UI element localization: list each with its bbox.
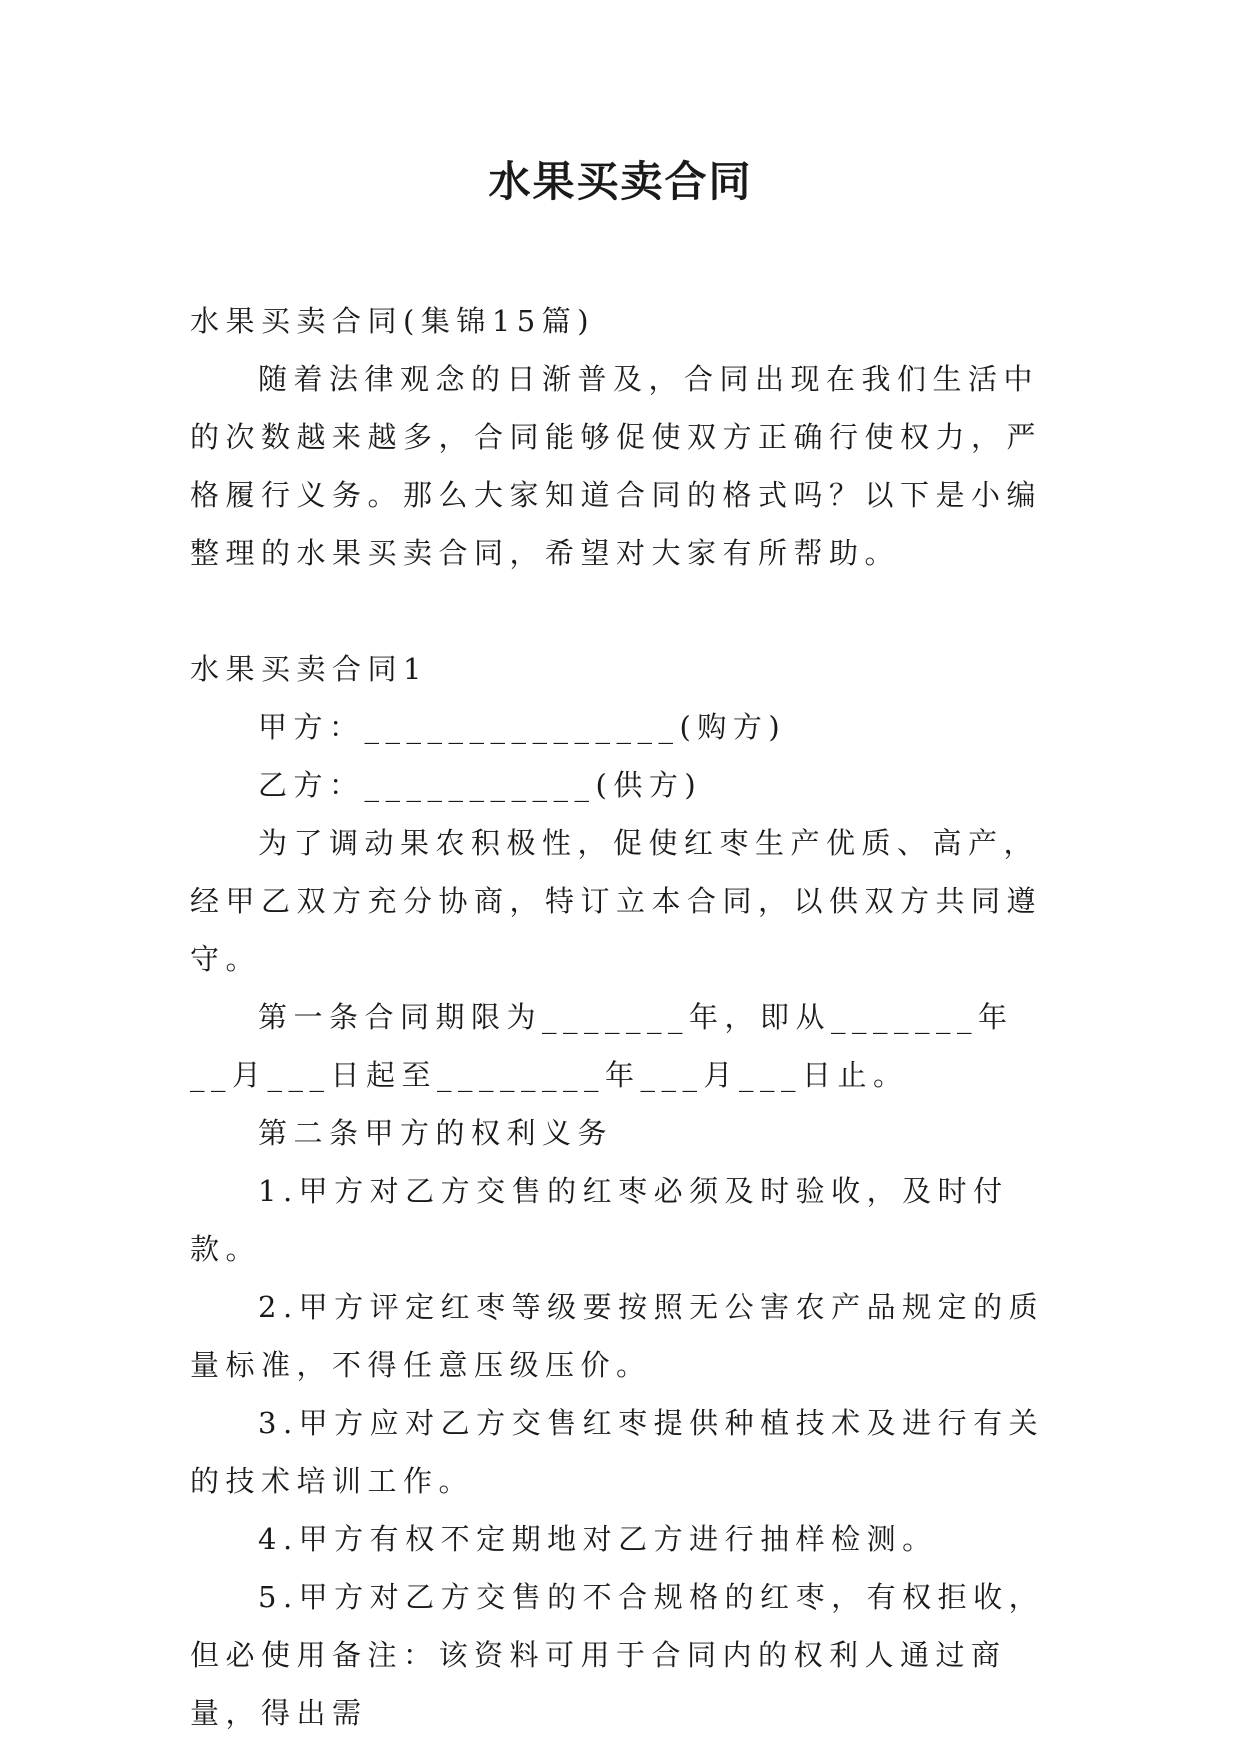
section-heading: 水果买卖合同1 xyxy=(190,652,428,686)
article-1: 第一条合同期限为_______年，即从_______年__月___日起至________年___月___日止。 xyxy=(190,1000,1014,1092)
paragraph-spacer xyxy=(190,582,1050,640)
article-2-item-1: 1.甲方对乙方交售的红枣必须及时验收，及时付款。 xyxy=(190,1174,1009,1266)
article-2-item-4: 4.甲方有权不定期地对乙方进行抽样检测。 xyxy=(258,1522,938,1556)
document-title: 水果买卖合同 xyxy=(488,157,753,206)
document-body xyxy=(190,292,1050,1742)
article-2-heading: 第二条甲方的权利义务 xyxy=(258,1116,614,1150)
party-b-line: 乙方：___________(供方) xyxy=(258,768,703,802)
party-a-line: 甲方：_______________(购方) xyxy=(258,710,787,744)
intro-paragraph: 随着法律观念的日渐普及，合同出现在我们生活中的次数越来越多，合同能够促使双方正确行使权力，严格履行义务。那么大家知道合同的格式吗？以下是小编整理的水果买卖合同，希望对大家有所帮助。 xyxy=(190,362,1043,570)
article-2-item-3: 3.甲方应对乙方交售红枣提供种植技术及进行有关的技术培训工作。 xyxy=(190,1406,1045,1498)
purpose-paragraph: 为了调动果农积极性，促使红枣生产优质、高产，经甲乙双方充分协商，特订立本合同，以供双方共同遵守。 xyxy=(190,826,1043,976)
article-2-item-5: 5.甲方对乙方交售的不合规格的红枣，有权拒收，但必使用备注：该资料可用于合同内的权利人通过商量，得出需 xyxy=(190,1580,1045,1730)
article-2-item-2: 2.甲方评定红枣等级要按照无公害农产品规定的质量标准，不得任意压级压价。 xyxy=(190,1290,1045,1382)
document-subtitle: 水果买卖合同(集锦15篇) xyxy=(190,304,596,338)
